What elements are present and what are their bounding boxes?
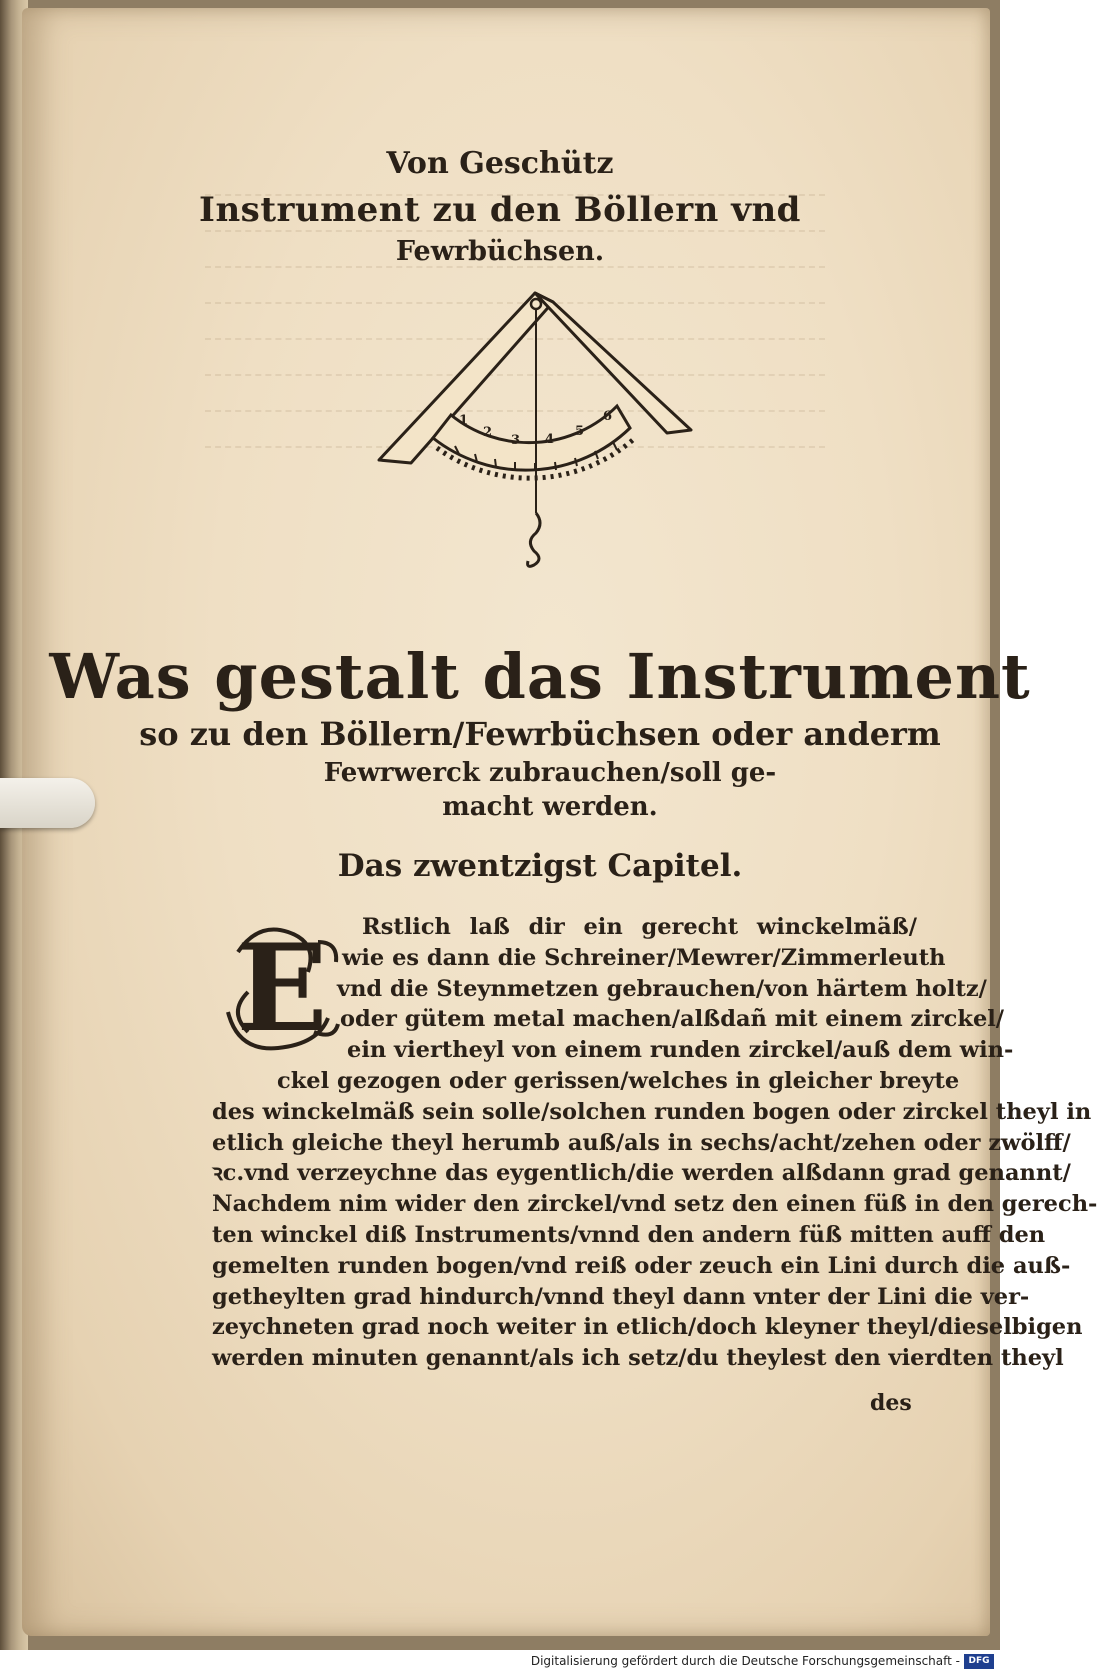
catchword: des (870, 1390, 912, 1416)
body-line: zeychneten grad noch weiter in etlich/doch kleyner theyl/dieselbigen (212, 1314, 1083, 1341)
body-line: ckel gezogen oder gerissen/welches in gleicher breyte (277, 1067, 960, 1094)
scale-number-6: 6 (603, 409, 613, 424)
scale-number-3: 3 (511, 433, 521, 448)
body-line: etlich gleiche theyl herumb auß/als in sechs/acht/zehen oder zwölff/ (212, 1129, 1071, 1156)
scale-number-4: 4 (545, 432, 555, 447)
body-line: ꝛc.vnd verzeychne das eygentlich/die werden alßdann grad genannt/ (212, 1160, 1071, 1187)
scale-number-1: 1 (459, 413, 469, 428)
chapter-title-line-1: Was gestalt das Instrument (49, 640, 1031, 713)
title-line-3: Fewrbüchsen. (395, 236, 605, 267)
body-line: Nachdem nim wider den zirckel/vnd setz den einen füß in den gerech- (212, 1191, 1097, 1218)
body-line: des winckelmäß sein solle/solchen runden bogen oder zirckel theyl in (212, 1098, 1092, 1125)
quadrant-instrument-illustration (385, 288, 735, 578)
chapter-title-line-4: macht werden. (442, 792, 658, 822)
scale-number-5: 5 (575, 424, 585, 439)
body-line: getheylten grad hindurch/vnnd theyl dann vnter der Lini die ver- (212, 1283, 1030, 1310)
body-line: ten winckel diß Instruments/vnnd den andern füß mitten auff den (212, 1221, 1046, 1248)
footer-bar (0, 1650, 1000, 1675)
body-line: oder gütem metal machen/alßdañ mit einem zirckel/ (340, 1006, 1005, 1033)
body-line: ein viertheyl von einem runden zirckel/auß dem win- (347, 1037, 1014, 1064)
body-line: werden minuten genannt/als ich setz/du theylest den vierdten theyl (212, 1345, 1064, 1372)
body-line: vnd die Steynmetzen gebrauchen/von härtem holtz/ (337, 975, 987, 1002)
funding-notice: Digitalisierung gefördert durch die Deutsche Forschungsgemeinschaft - (530, 1654, 960, 1668)
initial-letter: E (236, 918, 328, 1059)
chapter-title-line-3: Fewrwerck zubrauchen/soll ge- (323, 758, 777, 788)
body-paragraph (212, 912, 1097, 1374)
title-line-2: Instrument zu den Böllern vnd (199, 190, 801, 230)
body-line: wie es dann die Schreiner/Mewrer/Zimmerleuth (342, 944, 946, 971)
dfg-logo: DFG (964, 1654, 994, 1669)
chapter-number: Das zwentzigst Capitel. (337, 848, 743, 884)
body-line: Rstlich laß dir ein gerecht winckelmäß/ (362, 914, 917, 940)
chapter-title-line-2: so zu den Böllern/Fewrbüchsen oder anderm (139, 715, 941, 753)
title-line-1: Von Geschütz (386, 146, 614, 181)
scale-number-2: 2 (483, 425, 493, 440)
body-line: gemelten runden bogen/vnd reiß oder zeuch ein Lini durch die auß- (212, 1252, 1071, 1279)
